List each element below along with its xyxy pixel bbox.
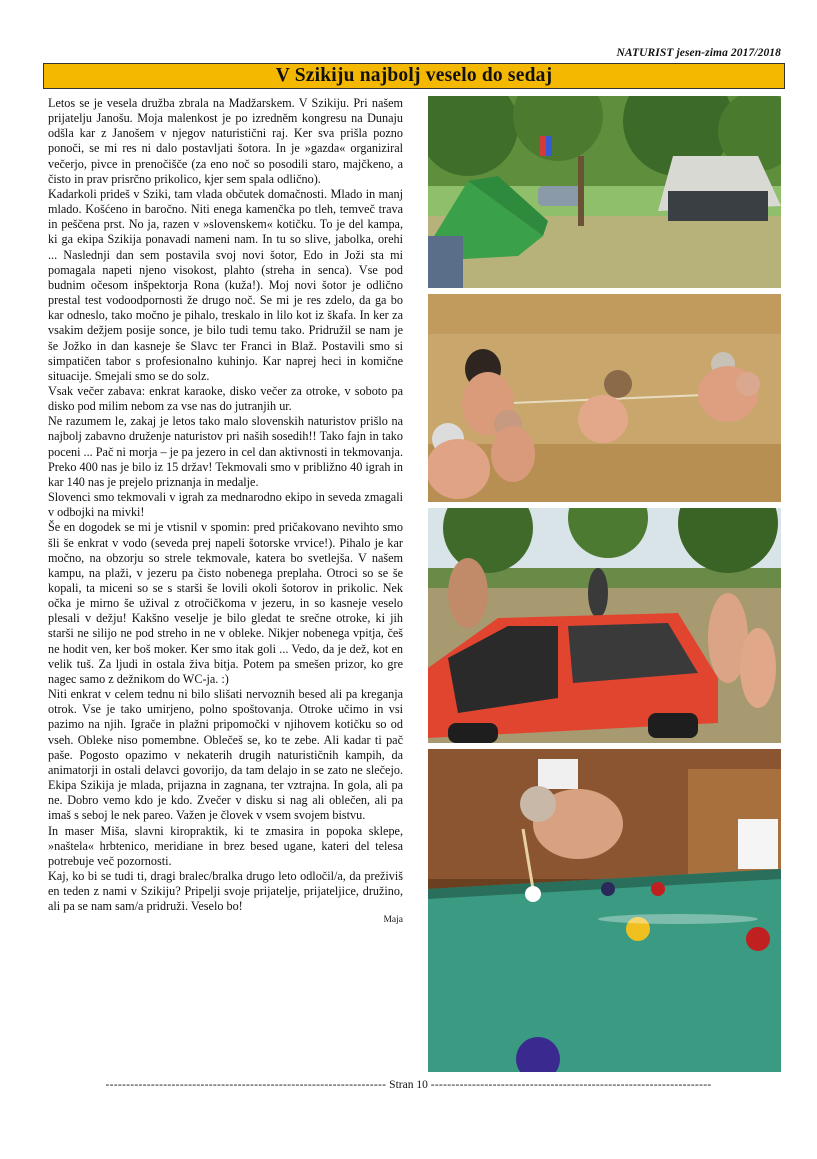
footer-rule-right: --------------------------------------------------------------------	[430, 1079, 712, 1091]
photo-tug-of-war	[428, 294, 781, 502]
page-footer	[0, 1079, 817, 1091]
author-signature: Maja	[383, 915, 403, 926]
photo-billiards	[428, 749, 781, 1072]
paragraph: Ne razumem le, zakaj je letos tako malo slovenskih naturistov prišlo na najbolj zabavno druženje naturistov pri naših sosedih!! Tako fajn in tako poceni ... Pač ni morja – je pa jezero in cel dan aktivnosti in tekmovanja. Preko 400 nas je bilo iz 15 držav! Tekmovali smo v približno 40 igrah in kar 140 nas je prejelo priznanja in medalje.	[48, 414, 403, 489]
paragraph: Slovenci smo tekmovali v igrah za mednarodno ekipo in seveda zmagali v odbojki na mivki!	[48, 490, 403, 520]
photo-car-pull	[428, 508, 781, 743]
photo-camp-tents	[428, 96, 781, 288]
publication-header: NATURIST jesen-zima 2017/2018	[616, 47, 781, 59]
footer-rule-left: --------------------------------------------------------------------	[105, 1079, 387, 1091]
article-body	[48, 96, 403, 925]
article-title: V Szikiju najbolj veselo do sedaj	[275, 65, 553, 86]
page-number: Stran 10	[389, 1079, 428, 1091]
paragraph: Vsak večer zabava: enkrat karaoke, disko večer za otroke, v soboto pa disko pod milim nebom za vse nas do jutranjih ur.	[48, 383, 403, 414]
paragraph: Letos se je vesela družba zbrala na Madžarskem. V Szikiju. Pri našem prijatelju Janošu. Moja malenkost je po izredněm kongresu na Dunaju odšla kar z Janošem v njegov naturistični raj. Ker sva prišla pozno ponoči, se mi res ni dalo postavljati šotora. In je »gazda« organiziral večerjo, pivce in prenočišče (za eno noč so posodili staro, majčkeno, a čisto in prav prisrčno prikolico, kjer sem spala odlično).	[48, 96, 403, 186]
paragraph: Kadarkoli prideš v Sziki, tam vlada občutek domačnosti. Mlado in manj mlado. Košćeno in baročno. Niti enega kamenčka po tleh, temveč trava in peščena prst. No ja, razen v »slovenskem« kotičku. To je del kampa, ki ga ekipa Szikija ponavadi nameni nam. In tu so slive, jabolka, orehi ... Naslednji dan sem postavila svoj novi šotor, Edo in Joži sta mi pomagala napeti njeno visokost, plahto (streha in senca). Vse pod budnim očesom inšpektorja Rona (kuža!). Moj novi šotor je odlično prestal test vodoodpornosti že drugo noč. Se mi je res zdelo, da ga bo kar odneslo, tako močno je pihalo, treskalo in lilo kot iz škafa. In ker za vsakim dežjem posije sonce, je bilo tudi temu tako. Pridružil se nam je še Jožko in dan kasneje še Slavc ter Franci in Blaž. Postavili smo si simpatičen tabor s profesionalno kuhinjo. Kar naprej heci in komične situacije. Smejali smo se do solz.	[48, 186, 403, 383]
paragraph: Še en dogodek se mi je vtisnil v spomin: pred pričakovano nevihto smo šli še enkrat v vodo (seveda prej napeli šotorske vrvice!). Pihalo je kar močno, na obzorju so strele tekmovale, katera bo svetlejša. V našem kampu, na plaži, v jezeru pa čisto nobenega preplaha. Otroci so se še kopali, ta miceni so se s starši še lovili okoli šotorov in prikolic. Nek očka je mirno še užival z otročičkoma v jezeru, in so kasneje veselo plesali v dežju! Kakšno veselje je bilo gledat te srečne otroke, ki jih starši ne silijo ne pod streho in ne v obleke. Nikjer nobenega vpitja, češ ne hodit ven, ker boš moker. Ker smo itak goli ... Vedo, da je dež, kot en velik tuš. Za ljudi in ostala živa bitja. Potem pa smešen prizor, ko gre nagec samo z dežnikom do WC-ja. :)	[48, 520, 403, 686]
paragraph: Niti enkrat v celem tednu ni bilo slišati nervoznih besed ali pa kreganja otrok. Vse je tako umirjeno, polno spoštovanja. Otroke učimo in vsi pazimo na njih. Igrače in plažni pripomočki v njihovem kotičku so od vseh. Obleke niso pomembne. Oblečeš se, ko te zebe. Ali kadar ti pač paše. Pogosto opazimo v nekaterih drugih naturističnih kampih, da animatorji in ostali delavci govorijo, da tam delajo in se zato ne slečejo. Ekipa Szikija je mlada, prijazna in zagnana, ter vztrajna. In gola, ali pa ne. Dobro vemo kdo je kdo. Zvečer v disku si nag ali oblečen, ali pa imaš s seboj le nek pareo. Važen je človek v vsem svojem bistvu.	[48, 687, 403, 823]
paragraph: Kaj, ko bi se tudi ti, dragi bralec/bralka drugo leto odločil/a, da preživiš en teden z nami v Szikiju? Pripelji svoje prijatelje, prijateljice, družino, ali pa se nam sam/a pridruži. Veselo bo!	[48, 868, 403, 914]
paragraph: In maser Miša, slavni kiropraktik, ki te zmasira in popoka sklepe, »naštela« hrbtenico, meridiane in brez besed ugane, kateri del telesa potrebuje več pozornosti.	[48, 823, 403, 868]
title-banner	[43, 63, 785, 89]
